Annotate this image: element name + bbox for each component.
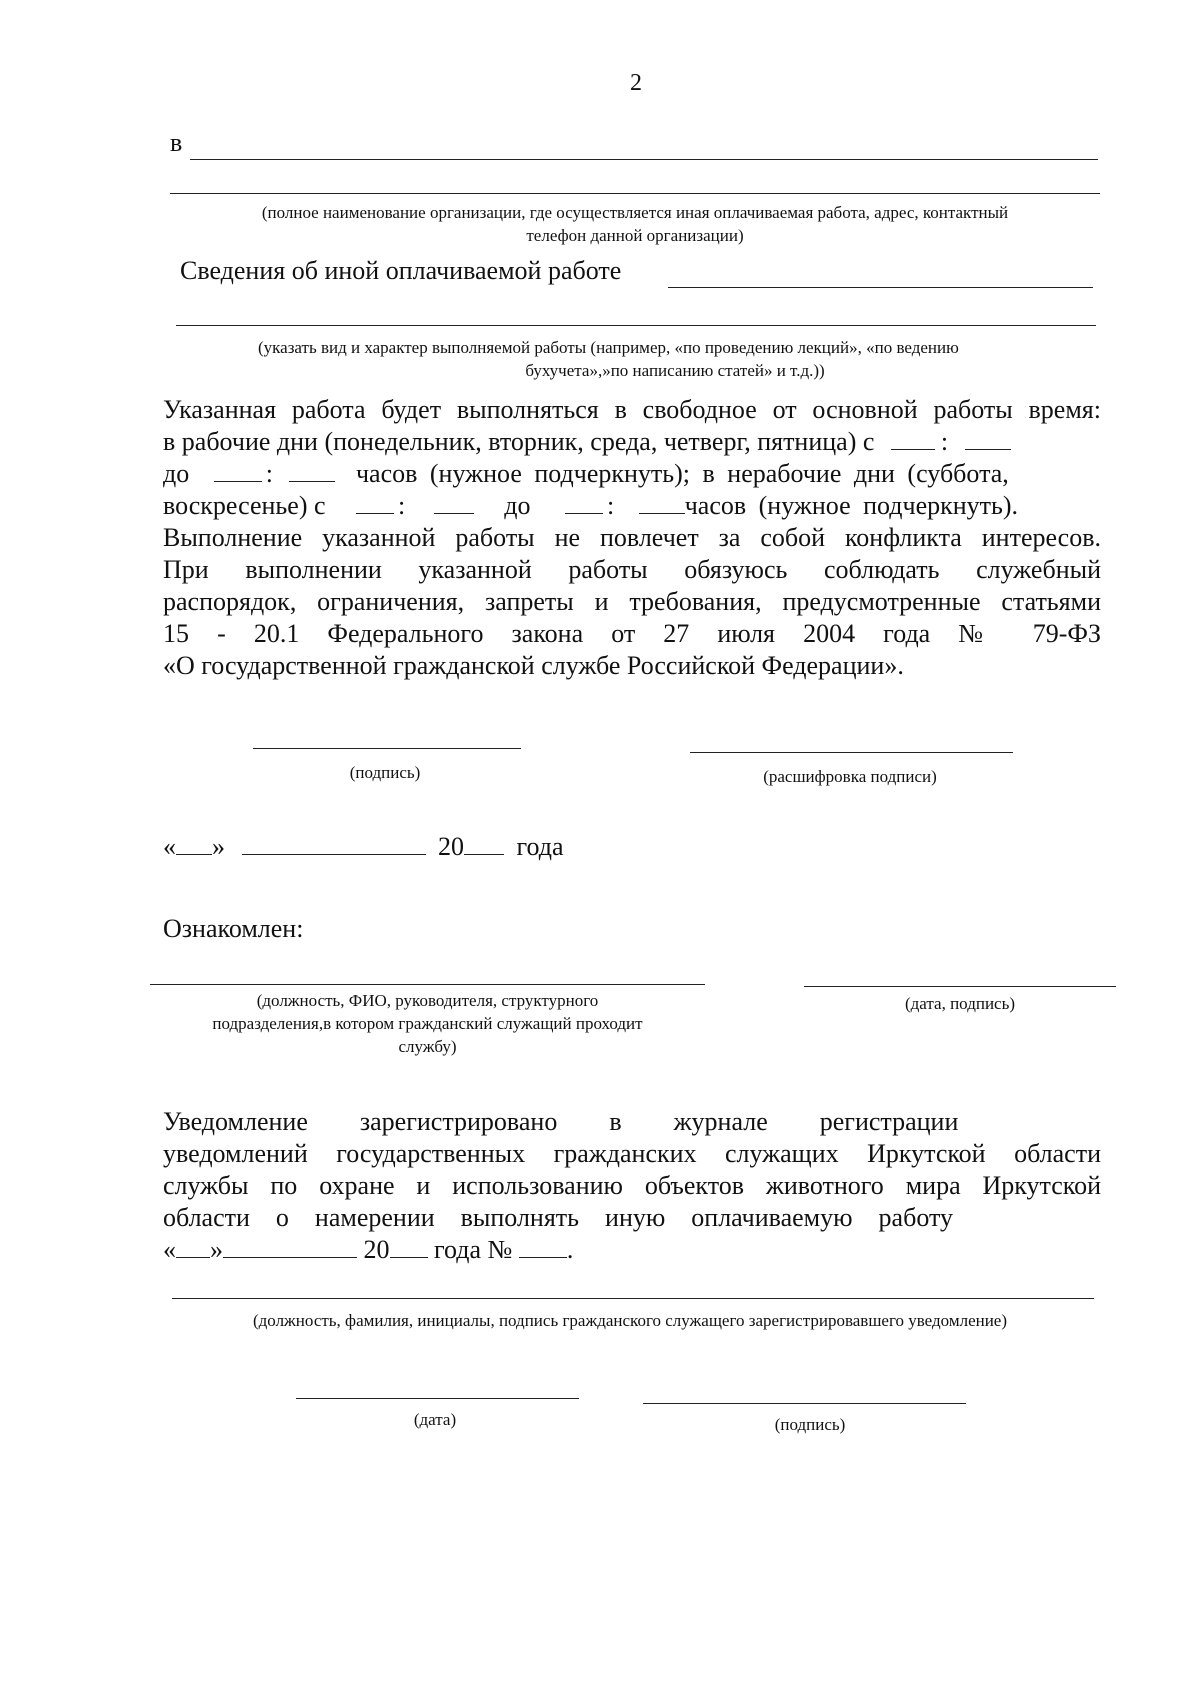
- reg-god-label: года №: [434, 1235, 513, 1264]
- signature-line: [253, 748, 521, 749]
- org-name-line-1: [190, 159, 1098, 160]
- date-year-prefix: 20: [438, 832, 464, 861]
- footer-sign-line: [643, 1403, 966, 1404]
- main-paragraph-line-6: При выполнении указанной работы обязуюсь соблюдать служебный: [163, 555, 1101, 584]
- date-year-blank: [464, 832, 504, 855]
- line3-do: до: [163, 459, 190, 488]
- line2-text: в рабочие дни (понедельник, вторник, среда, четверг, пятница) с: [163, 427, 875, 456]
- main-paragraph-line-7: распорядок, ограничения, запреты и требования, предусмотренные статьями: [163, 587, 1101, 616]
- work-info-caption-line-1: (указать вид и характер выполняемой работы (например, «по проведению лекций», «по ведению: [258, 338, 959, 357]
- reg-number-blank: [519, 1235, 567, 1258]
- reg-end-dot: .: [566, 1235, 574, 1264]
- org-name-line-2: [170, 193, 1100, 194]
- acquainted-caption-line-1: (должность, ФИО, руководителя, структурного: [256, 991, 599, 1010]
- main-paragraph-line-4: [163, 490, 1101, 522]
- end-minute-blank: [289, 459, 335, 482]
- org-caption-line-1: (полное наименование организации, где осуществляется иная оплачиваемая работа, адрес, контактный: [261, 203, 1009, 222]
- registration-line-1: Уведомление зарегистрировано в журнале регистрации: [163, 1107, 959, 1136]
- line4-text-b: часов (нужное подчеркнуть).: [684, 491, 1019, 520]
- registration-line-5: [163, 1234, 1101, 1266]
- registration-sign-line: [172, 1298, 1094, 1299]
- registration-caption: (должность, фамилия, инициалы, подпись гражданского служащего зарегистрировавшего уведомление): [252, 1311, 1008, 1330]
- reg-close-quote: »: [210, 1235, 223, 1264]
- signature-decode-line: [690, 752, 1013, 753]
- work-info-line-2: [176, 325, 1096, 326]
- date-close-quote: »: [212, 832, 225, 861]
- acquainted-date-line: [804, 986, 1116, 987]
- reg-open-quote: «: [163, 1235, 176, 1264]
- line4-do: до: [504, 491, 531, 520]
- end-hour-blank: [214, 459, 262, 482]
- weekend-end-minute-blank: [639, 491, 685, 514]
- date-open-quote: «: [163, 832, 176, 861]
- work-info-label: Сведения об иной оплачиваемой работе: [180, 256, 622, 285]
- line3-colon: :: [265, 459, 273, 488]
- line4-colon-2: :: [606, 491, 615, 520]
- acquainted-date-caption: (дата, подпись): [904, 994, 1015, 1013]
- reg-month-blank: [223, 1235, 357, 1258]
- main-paragraph-line-1: Указанная работа будет выполняться в свободное от основной работы время:: [163, 395, 1101, 424]
- org-caption-line-2: телефон данной организации): [526, 226, 744, 245]
- acquainted-label: Ознакомлен:: [163, 914, 304, 943]
- main-paragraph-line-8: 15 - 20.1 Федерального закона от 27 июля 2004 года № 79-ФЗ: [163, 619, 1101, 648]
- weekend-start-hour-blank: [356, 491, 394, 514]
- registration-line-3: службы по охране и использованию объектов животного мира Иркутской: [163, 1171, 1101, 1200]
- date-day-blank: [176, 832, 212, 855]
- date-line: [163, 832, 564, 862]
- main-paragraph-line-5: Выполнение указанной работы не повлечет за собой конфликта интересов.: [163, 523, 1101, 552]
- line4-colon-1: :: [398, 491, 406, 520]
- reg-year-prefix: 20: [363, 1235, 390, 1264]
- reg-day-blank: [176, 1235, 210, 1258]
- line2-colon: :: [940, 427, 949, 456]
- start-minute-blank: [965, 427, 1011, 450]
- line4-text-a: воскресенье) с: [163, 491, 326, 520]
- acquainted-caption-line-2: подразделения,в котором гражданский служащий проходит: [212, 1014, 643, 1033]
- weekend-end-hour-blank: [565, 491, 603, 514]
- start-hour-blank: [891, 427, 935, 450]
- registration-line-2: уведомлений государственных гражданских служащих Иркутской области: [163, 1139, 1101, 1168]
- date-year-suffix: года: [516, 832, 564, 861]
- page-number: 2: [630, 70, 642, 96]
- weekend-start-minute-blank: [434, 491, 474, 514]
- line3-text: часов (нужное подчеркнуть); в нерабочие дни (суббота,: [355, 459, 1009, 488]
- registration-line-4: области о намерении выполнять иную оплачиваемую работу: [163, 1203, 953, 1232]
- work-info-caption-line-2: бухучета»,»по написанию статей» и т.д.)): [525, 361, 825, 380]
- main-paragraph-line-9: «О государственной гражданской службе Российской Федерации».: [163, 651, 904, 680]
- footer-date-line: [296, 1398, 579, 1399]
- main-paragraph-line-2: [163, 426, 1101, 458]
- acquainted-position-line: [150, 984, 705, 985]
- acquainted-caption-line-3: службу): [398, 1037, 457, 1056]
- date-month-blank: [242, 832, 426, 855]
- org-prefix: в: [170, 128, 183, 157]
- main-paragraph-line-3: [163, 458, 1101, 490]
- footer-sign-caption: (подпись): [774, 1415, 846, 1434]
- reg-year-blank: [390, 1235, 428, 1258]
- footer-date-caption: (дата): [413, 1410, 457, 1429]
- signature-decode-caption: (расшифровка подписи): [763, 767, 937, 786]
- work-info-line-1: [668, 287, 1093, 288]
- signature-caption: (подпись): [349, 763, 421, 782]
